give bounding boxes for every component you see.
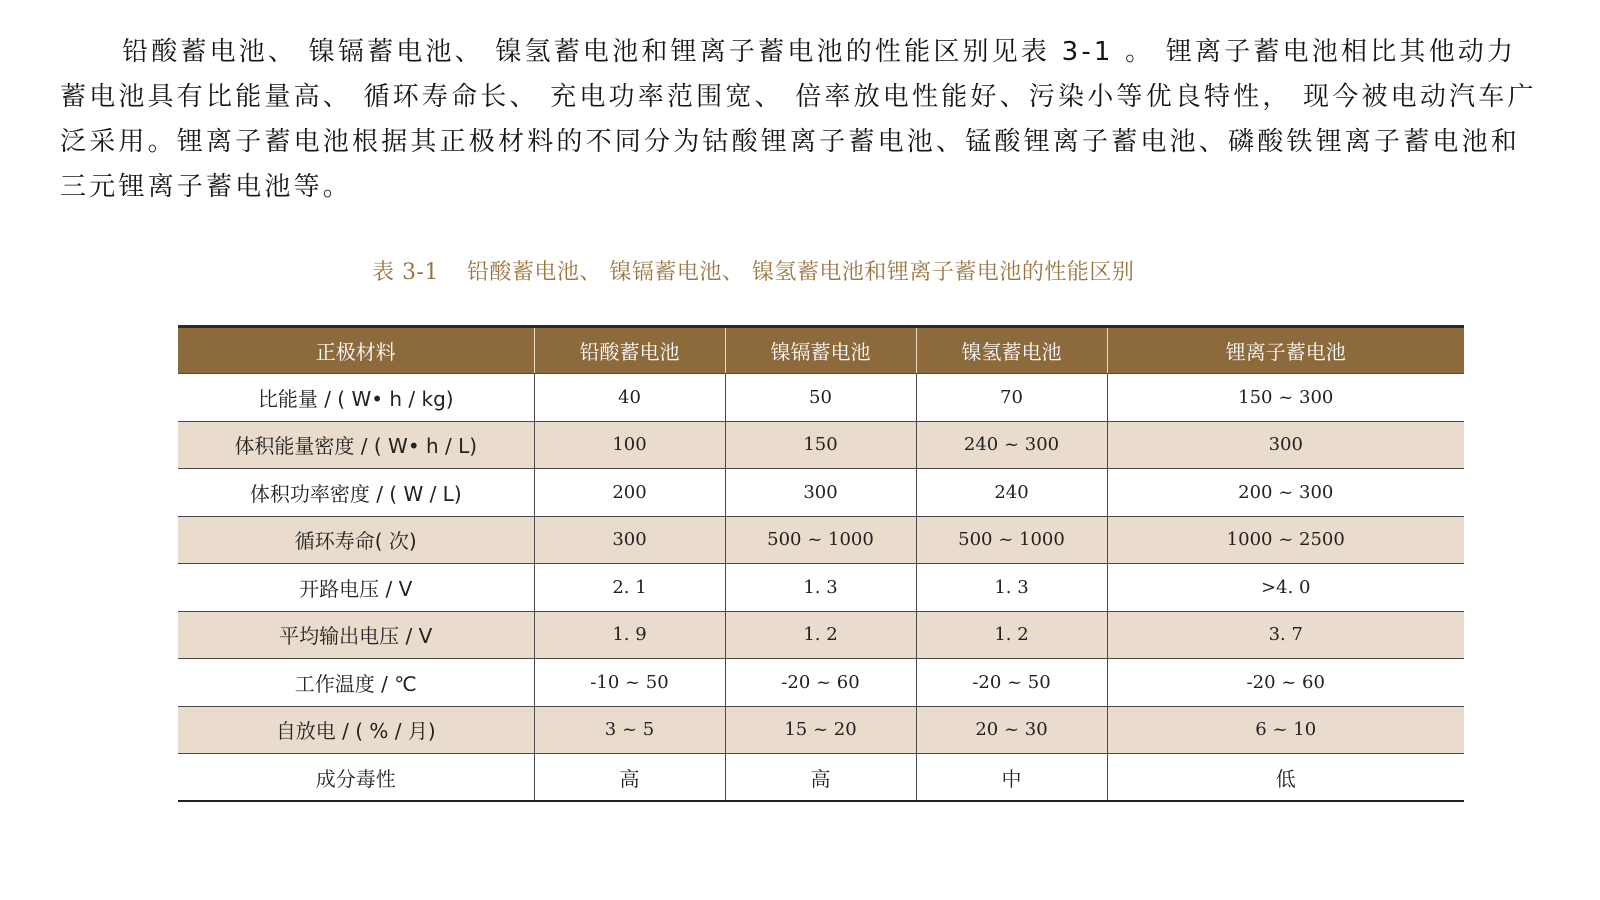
table-header-row — [178, 327, 1464, 374]
table-cell: 高 — [725, 754, 916, 802]
table-cell: 2. 1 — [534, 564, 725, 612]
table-caption — [372, 258, 1232, 288]
header-cell-nimh: 镍氢蓄电池 — [916, 327, 1107, 374]
table-cell: 6 ~ 10 — [1107, 706, 1464, 754]
table-cell: 3. 7 — [1107, 611, 1464, 659]
battery-performance-table — [178, 325, 1464, 802]
row-label: 成分毒性 — [178, 754, 534, 802]
table-cell: 1. 3 — [725, 564, 916, 612]
table-cell: -10 ~ 50 — [534, 659, 725, 707]
row-label: 体积功率密度 / ( W / L) — [178, 469, 534, 517]
body-paragraph: 铅酸蓄电池、 镍镉蓄电池、 镍氢蓄电池和锂离子蓄电池的性能区别见表 3-1 。 锂离子蓄电池相比其他动力蓄电池具有比能量高、 循环寿命长、 充电功率范围宽、 倍率放电性能好、污染小等优良特性， 现今被电动汽车广泛采用。锂离子蓄电池根据其正极材料的不同分为钴酸锂离子蓄电池、锰酸锂离子蓄电池、磷酸铁锂离子蓄电池和三元锂离子蓄电池等。 — [60, 37, 1537, 202]
table-cell: 3 ~ 5 — [534, 706, 725, 754]
table-row — [178, 469, 1464, 517]
row-label: 自放电 / ( % / 月) — [178, 706, 534, 754]
table-cell: 1. 2 — [725, 611, 916, 659]
table-cell: 70 — [916, 374, 1107, 422]
table-cell: 300 — [1107, 421, 1464, 469]
table-row — [178, 516, 1464, 564]
table-cell: 50 — [725, 374, 916, 422]
table-cell: -20 ~ 60 — [725, 659, 916, 707]
row-label: 开路电压 / V — [178, 564, 534, 612]
table-caption-number: 表 3-1 — [372, 260, 439, 285]
table-row — [178, 611, 1464, 659]
table-cell: -20 ~ 60 — [1107, 659, 1464, 707]
table-cell: 200 — [534, 469, 725, 517]
header-cell-lead-acid: 铅酸蓄电池 — [534, 327, 725, 374]
table-cell: 15 ~ 20 — [725, 706, 916, 754]
header-cell-li-ion: 锂离子蓄电池 — [1107, 327, 1464, 374]
table-cell: 高 — [534, 754, 725, 802]
header-cell-nicd: 镍镉蓄电池 — [725, 327, 916, 374]
table-row — [178, 659, 1464, 707]
table-cell: 300 — [534, 516, 725, 564]
header-cell-material: 正极材料 — [178, 327, 534, 374]
table-cell: 1. 9 — [534, 611, 725, 659]
table-row — [178, 706, 1464, 754]
table-row — [178, 374, 1464, 422]
table-cell: 低 — [1107, 754, 1464, 802]
table-cell: -20 ~ 50 — [916, 659, 1107, 707]
table-cell: 150 ~ 300 — [1107, 374, 1464, 422]
table-cell: 20 ~ 30 — [916, 706, 1107, 754]
table-row — [178, 564, 1464, 612]
table-cell: 240 ~ 300 — [916, 421, 1107, 469]
table-cell: 1. 2 — [916, 611, 1107, 659]
table-cell: >4. 0 — [1107, 564, 1464, 612]
table-cell: 240 — [916, 469, 1107, 517]
table-cell: 300 — [725, 469, 916, 517]
row-label: 比能量 / ( W• h / kg) — [178, 374, 534, 422]
row-label: 循环寿命( 次) — [178, 516, 534, 564]
table-cell: 200 ~ 300 — [1107, 469, 1464, 517]
row-label: 体积能量密度 / ( W• h / L) — [178, 421, 534, 469]
table-cell: 150 — [725, 421, 916, 469]
row-label: 工作温度 / ℃ — [178, 659, 534, 707]
table-row — [178, 754, 1464, 802]
table-cell: 1. 3 — [916, 564, 1107, 612]
table-caption-title: 铅酸蓄电池、 镍镉蓄电池、 镍氢蓄电池和锂离子蓄电池的性能区别 — [466, 260, 1135, 285]
table-cell: 40 — [534, 374, 725, 422]
table-cell: 中 — [916, 754, 1107, 802]
table-cell: 1000 ~ 2500 — [1107, 516, 1464, 564]
table-row — [178, 421, 1464, 469]
table-cell: 500 ~ 1000 — [916, 516, 1107, 564]
table-cell: 500 ~ 1000 — [725, 516, 916, 564]
row-label: 平均输出电压 / V — [178, 611, 534, 659]
table-cell: 100 — [534, 421, 725, 469]
